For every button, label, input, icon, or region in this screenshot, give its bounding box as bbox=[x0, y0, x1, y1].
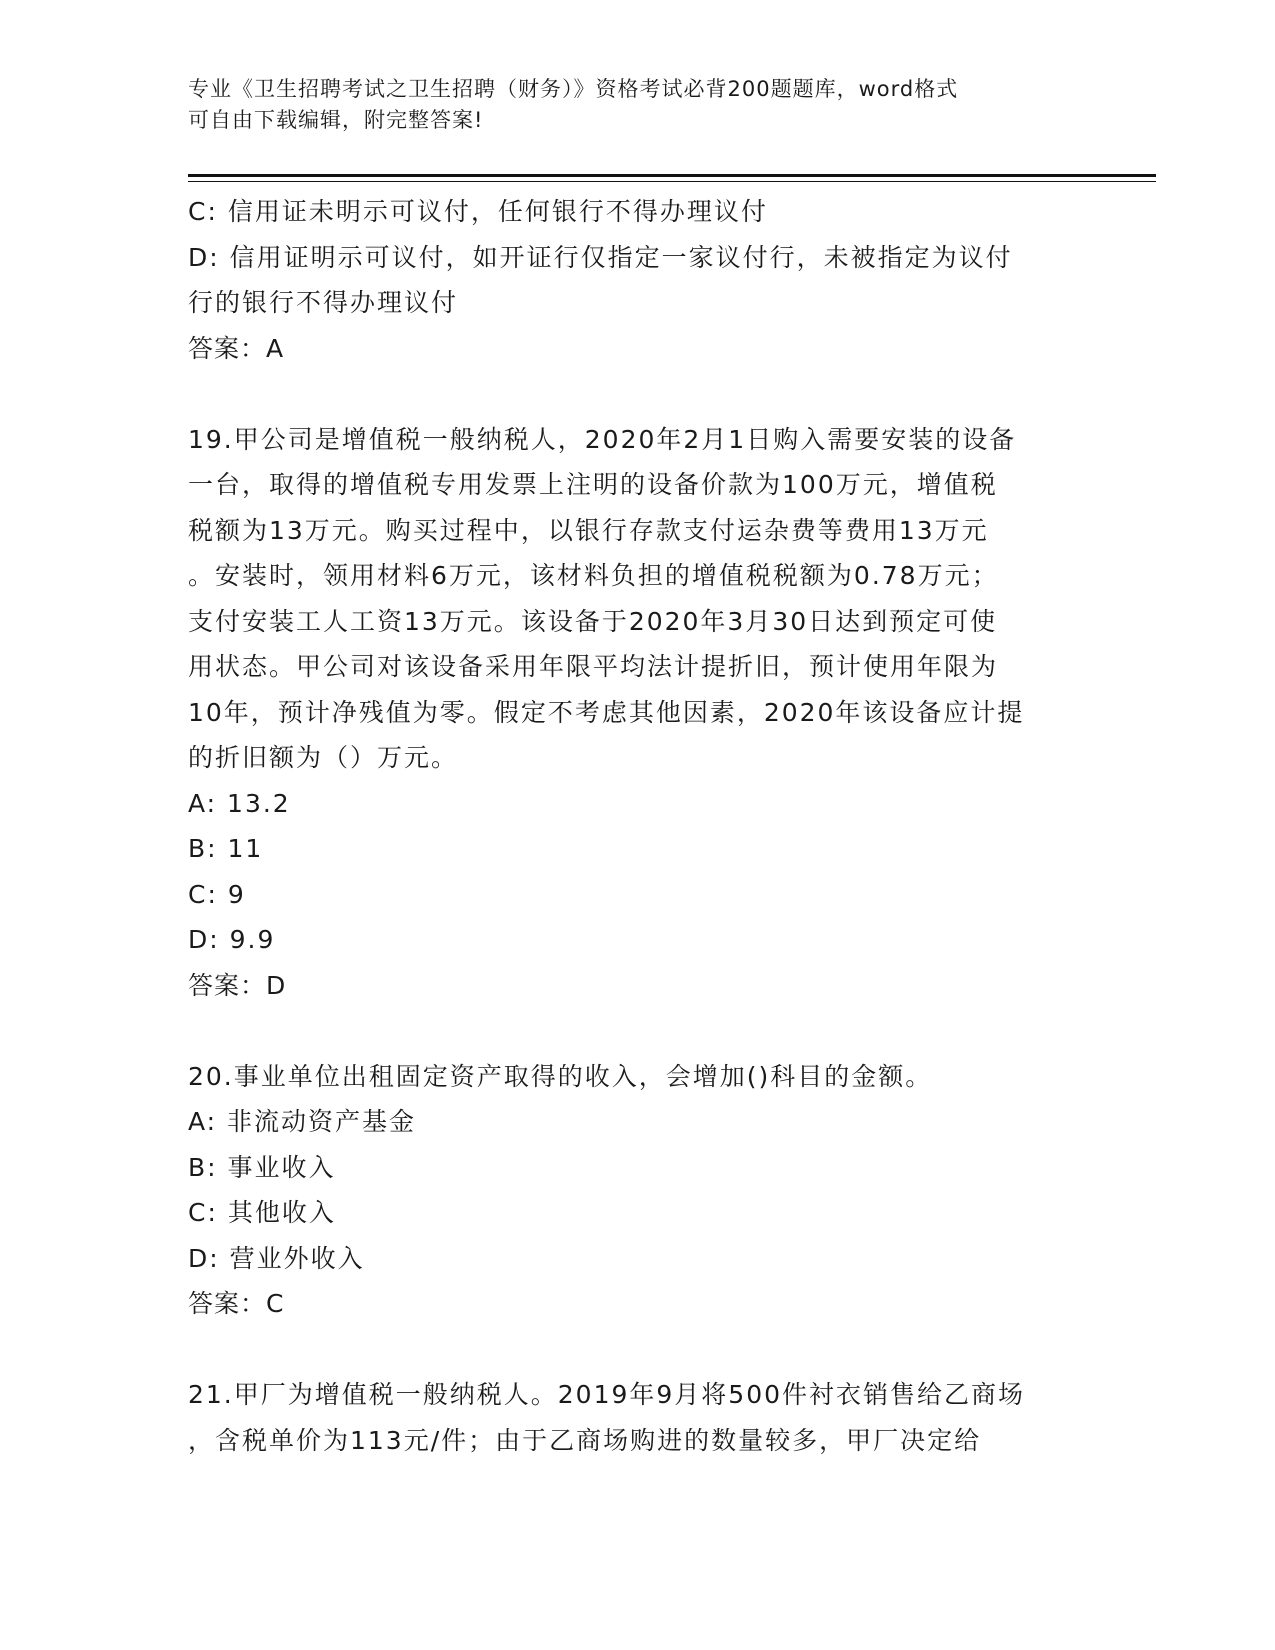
option-d: D: 9.9 bbox=[188, 925, 276, 954]
header-line-2: 可自由下载编辑，附完整答案! bbox=[188, 108, 484, 132]
option-c: C: 9 bbox=[188, 879, 246, 909]
answer-label: 答案：C bbox=[188, 1289, 285, 1318]
question-stem-line: 的折旧额为（）万元。 bbox=[188, 743, 459, 772]
question-stem-line: 20.事业单位出租固定资产取得的收入，会增加()科目的金额。 bbox=[188, 1061, 933, 1091]
question-19 bbox=[188, 417, 1088, 1009]
question-content bbox=[188, 189, 1088, 1463]
option-d: D: 营业外收入 bbox=[188, 1243, 365, 1273]
question-20 bbox=[188, 1054, 1088, 1327]
question-spacer bbox=[188, 371, 1088, 417]
option-c: C: 信用证未明示可议付，任何银行不得办理议付 bbox=[188, 197, 768, 226]
question-spacer bbox=[188, 1327, 1088, 1373]
question-stem-line: 。安装时，领用材料6万元，该材料负担的增值税税额为0.78万元； bbox=[188, 561, 999, 590]
question-18-tail bbox=[188, 189, 1088, 371]
question-stem-line: 用状态。甲公司对该设备采用年限平均法计提折旧，预计使用年限为 bbox=[188, 652, 999, 681]
answer-label: 答案：A bbox=[188, 333, 285, 363]
option-b: B: 事业收入 bbox=[188, 1152, 336, 1182]
question-stem-line: ，含税单价为113元/件；由于乙商场购进的数量较多，甲厂决定给 bbox=[188, 1425, 982, 1455]
header-divider-thin bbox=[188, 181, 1156, 182]
option-d-continued: 行的银行不得办理议付 bbox=[188, 288, 459, 317]
question-stem-line: 10年，预计净残值为零。假定不考虑其他因素，2020年该设备应计提 bbox=[188, 697, 1025, 727]
header-divider-thick bbox=[188, 174, 1156, 177]
question-stem-line: 19.甲公司是增值税一般纳税人，2020年2月1日购入需要安装的设备 bbox=[188, 424, 1017, 454]
question-stem-line: 21.甲厂为增值税一般纳税人。2019年9月将500件衬衣销售给乙商场 bbox=[188, 1380, 1026, 1409]
question-stem-line: 一台，取得的增值税专用发票上注明的设备价款为100万元，增值税 bbox=[188, 470, 998, 499]
question-spacer bbox=[188, 1008, 1088, 1054]
option-a: A: 非流动资产基金 bbox=[188, 1107, 417, 1136]
document-header bbox=[188, 74, 1068, 136]
option-b: B: 11 bbox=[188, 834, 264, 863]
header-line-1: 专业《卫生招聘考试之卫生招聘（财务）》资格考试必背200题题库，word格式 bbox=[188, 77, 959, 101]
question-stem-line: 支付安装工人工资13万元。该设备于2020年3月30日达到预定可使 bbox=[188, 606, 998, 636]
answer-label: 答案：D bbox=[188, 970, 287, 1000]
question-21 bbox=[188, 1372, 1088, 1463]
question-stem-line: 税额为13万元。购买过程中，以银行存款支付运杂费等费用13万元 bbox=[188, 515, 989, 545]
option-c: C: 其他收入 bbox=[188, 1198, 336, 1227]
option-a: A: 13.2 bbox=[188, 788, 291, 818]
option-d: D: 信用证明示可议付，如开证行仅指定一家议付行，未被指定为议付 bbox=[188, 242, 1013, 272]
